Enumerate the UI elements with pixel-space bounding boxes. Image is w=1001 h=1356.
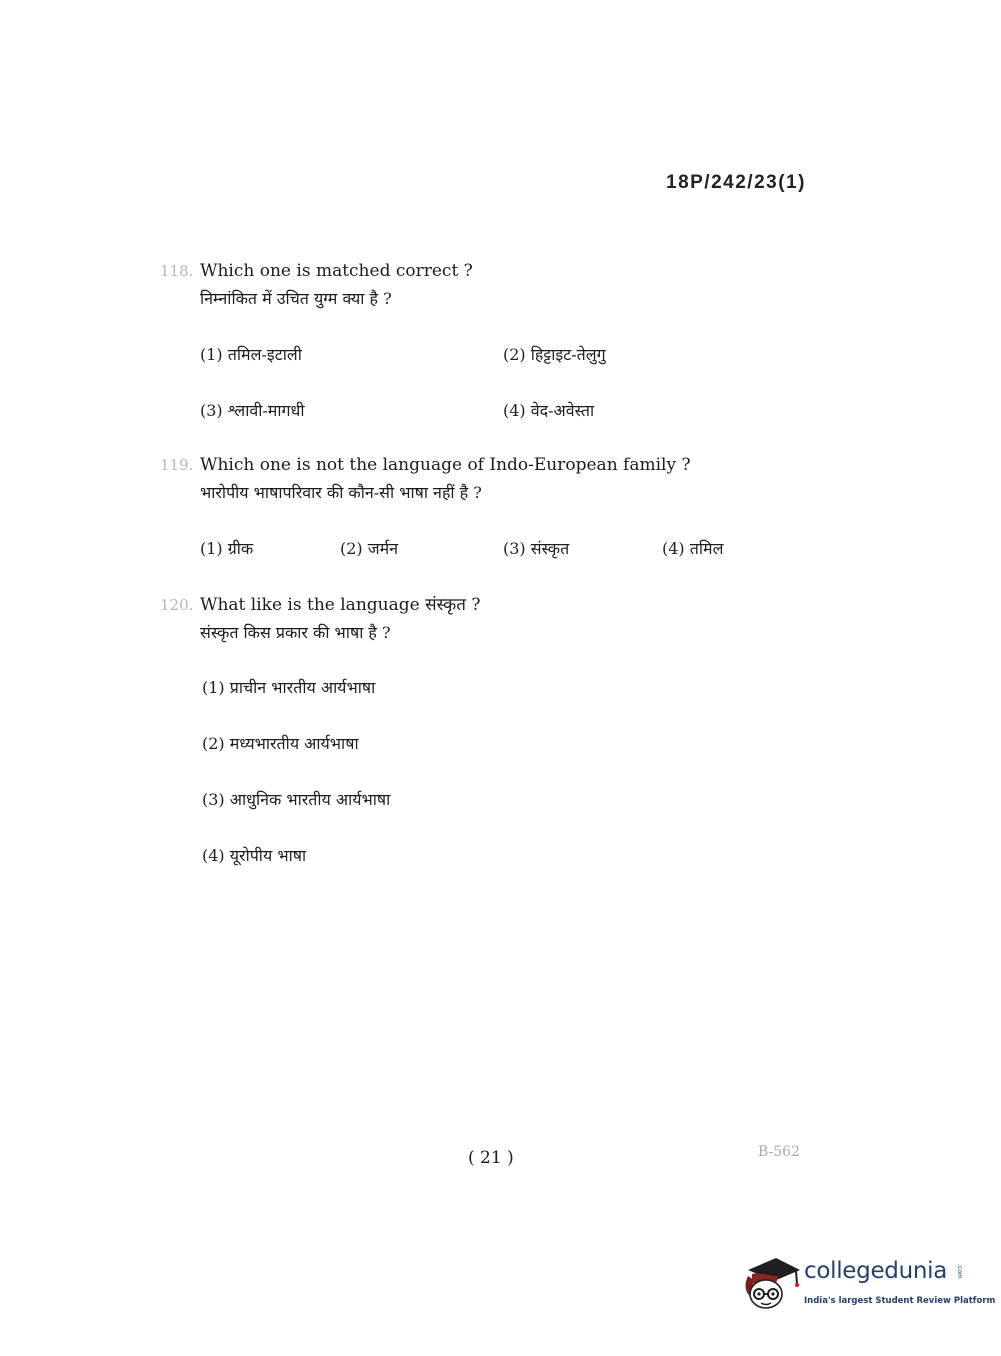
option-2: (2) हिट्टाइट-तेलुगु <box>503 345 606 364</box>
option-1: (1) प्राचीन भारतीय आर्यभाषा <box>202 678 376 697</box>
paper-code: 18P/242/23(1) <box>666 172 806 193</box>
brand-domain: .com <box>956 1264 963 1279</box>
option-1: (1) ग्रीक <box>200 539 254 558</box>
question-text-hi: निम्नांकित में उचित युग्म क्या है ? <box>200 289 392 308</box>
option-4: (4) तमिल <box>662 539 724 558</box>
question-text-en: Which one is not the language of Indo-European family ? <box>200 455 691 475</box>
question-118 <box>160 258 720 312</box>
option-3: (3) श्लावी-मागधी <box>200 401 305 420</box>
question-119 <box>160 452 720 506</box>
option-3: (3) आधुनिक भारतीय आर्यभाषा <box>202 790 391 809</box>
question-120 <box>160 592 720 646</box>
option-2: (2) मध्यभारतीय आर्यभाषा <box>202 734 359 753</box>
option-2: (2) जर्मन <box>340 539 399 558</box>
question-text-hi: संस्कृत किस प्रकार की भाषा है ? <box>200 623 391 642</box>
question-text-hi: भारोपीय भाषापरिवार की कौन-सी भाषा नहीं है ? <box>200 483 482 502</box>
question-number: 120. <box>160 596 194 614</box>
question-number: 118. <box>160 262 194 280</box>
option-4: (4) वेद-अवेस्ता <box>503 401 595 420</box>
collegedunia-logo <box>742 1250 996 1316</box>
question-number: 119. <box>160 456 194 474</box>
brand-name: collegedunia <box>804 1258 948 1284</box>
option-1: (1) तमिल-इटाली <box>200 345 302 364</box>
question-text-en: What like is the language संस्कृत ? <box>200 595 481 615</box>
page-number: ( 21 ) <box>468 1148 514 1168</box>
question-text-en: Which one is matched correct ? <box>200 261 473 281</box>
option-4: (4) यूरोपीय भाषा <box>202 846 307 865</box>
mascot-icon <box>742 1254 800 1312</box>
brand-tagline: India's largest Student Review Platform <box>804 1296 996 1306</box>
option-3: (3) संस्कृत <box>503 539 570 558</box>
booklet-code: B-562 <box>758 1144 800 1160</box>
